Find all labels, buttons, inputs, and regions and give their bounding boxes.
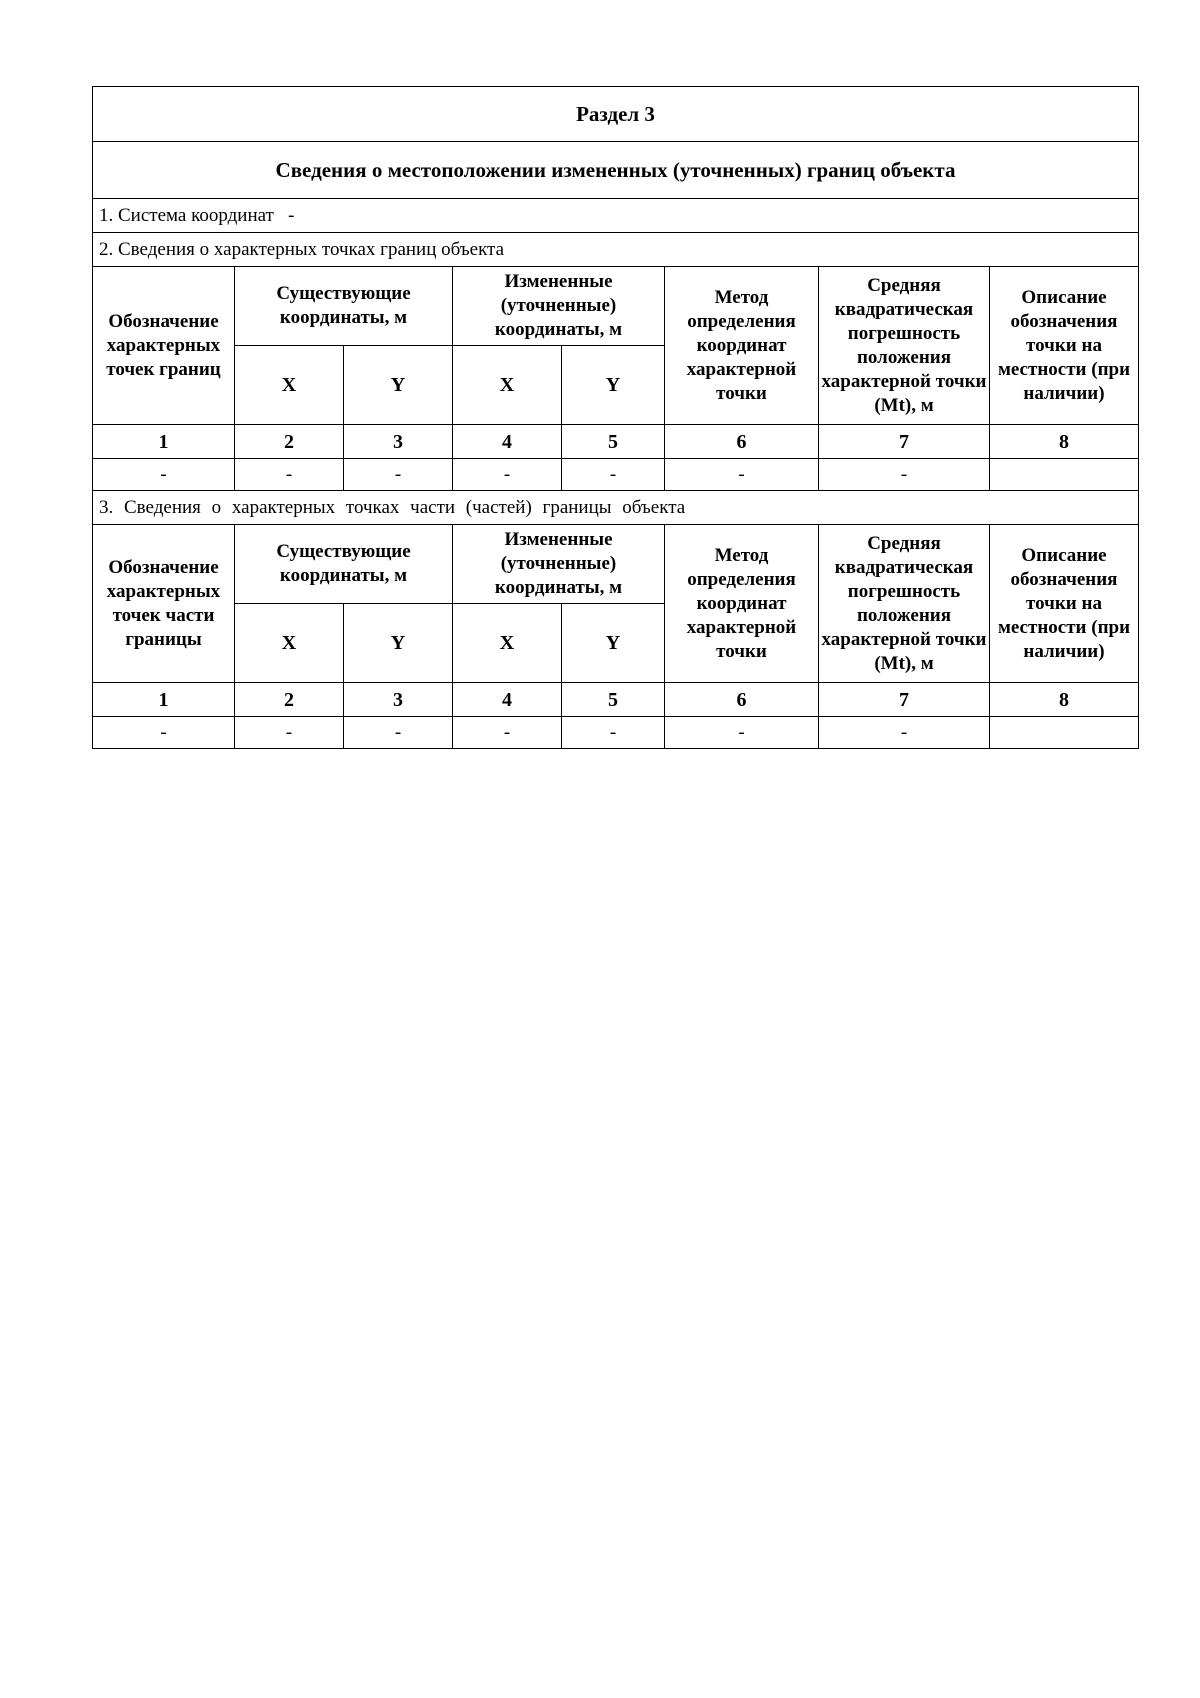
table-row	[93, 459, 1139, 491]
table2-colnum: 4	[453, 683, 562, 717]
table1-header-x-existing: X	[235, 346, 344, 425]
table2-header-designation: Обозначение характерных точек части границы	[93, 525, 235, 683]
table2-cell: -	[562, 717, 665, 749]
table2-colnum: 1	[93, 683, 235, 717]
table1-colnum: 7	[819, 425, 990, 459]
table2-cell: -	[665, 717, 819, 749]
document-sheet	[92, 86, 1138, 749]
table2-cell: -	[453, 717, 562, 749]
table1-header-designation: Обозначение характерных точек границ	[93, 267, 235, 425]
section-table	[92, 86, 1139, 749]
table2-column-numbers	[93, 683, 1139, 717]
table1-colnum: 2	[235, 425, 344, 459]
table1-column-numbers	[93, 425, 1139, 459]
coordinate-system-label: 1. Система координат	[99, 204, 274, 226]
table1-cell: -	[819, 459, 990, 491]
table2-colnum: 2	[235, 683, 344, 717]
table2-header-description: Описание обозначения точки на местности (при наличии)	[990, 525, 1139, 683]
table1-header-changed: Измененные (уточненные) координаты, м	[453, 267, 665, 346]
table1-header-existing: Существующие координаты, м	[235, 267, 453, 346]
table-row	[93, 717, 1139, 749]
section-title: Раздел 3	[93, 87, 1139, 142]
table2-header-x-changed: X	[453, 604, 562, 683]
table2-header-error: Средняя квадратическая погрешность положения характерной точки (Mt), м	[819, 525, 990, 683]
table1-cell: -	[235, 459, 344, 491]
table2-header-y-changed: Y	[562, 604, 665, 683]
table1-colnum: 6	[665, 425, 819, 459]
table1-header-y-existing: Y	[344, 346, 453, 425]
table1-header-y-changed: Y	[562, 346, 665, 425]
table1-header-x-changed: X	[453, 346, 562, 425]
coordinate-system-value: -	[288, 204, 295, 226]
table2-colnum: 7	[819, 683, 990, 717]
table2-header-x-existing: X	[235, 604, 344, 683]
table2-colnum: 3	[344, 683, 453, 717]
table2-cell	[990, 717, 1139, 749]
table2-cell: -	[819, 717, 990, 749]
table2-cell: -	[344, 717, 453, 749]
table1-cell: -	[665, 459, 819, 491]
table1-cell	[990, 459, 1139, 491]
table1-header-error: Средняя квадратическая погрешность положения характерной точки (Mt), м	[819, 267, 990, 425]
table1-cell: -	[344, 459, 453, 491]
coordinate-system-row	[93, 199, 1139, 233]
table2-header-existing: Существующие координаты, м	[235, 525, 453, 604]
table2-heading: 3. Сведения о характерных точках части (частей) границы объекта	[93, 491, 1139, 525]
table2-header-method: Метод определения координат характерной точки	[665, 525, 819, 683]
table1-cell: -	[453, 459, 562, 491]
table1-cell: -	[93, 459, 235, 491]
table2-colnum: 8	[990, 683, 1139, 717]
table2-cell: -	[235, 717, 344, 749]
table2-header-changed: Измененные (уточненные) координаты, м	[453, 525, 665, 604]
section-subtitle: Сведения о местоположении измененных (уточненных) границ объекта	[93, 142, 1139, 199]
table2-header-y-existing: Y	[344, 604, 453, 683]
table1-colnum: 8	[990, 425, 1139, 459]
table1-colnum: 3	[344, 425, 453, 459]
table1-cell: -	[562, 459, 665, 491]
table1-colnum: 1	[93, 425, 235, 459]
table1-header-description: Описание обозначения точки на местности (при наличии)	[990, 267, 1139, 425]
table2-colnum: 5	[562, 683, 665, 717]
table2-cell: -	[93, 717, 235, 749]
table2-colnum: 6	[665, 683, 819, 717]
table1-colnum: 4	[453, 425, 562, 459]
table1-header-method: Метод определения координат характерной точки	[665, 267, 819, 425]
table1-heading: 2. Сведения о характерных точках границ объекта	[93, 233, 1139, 267]
table1-colnum: 5	[562, 425, 665, 459]
